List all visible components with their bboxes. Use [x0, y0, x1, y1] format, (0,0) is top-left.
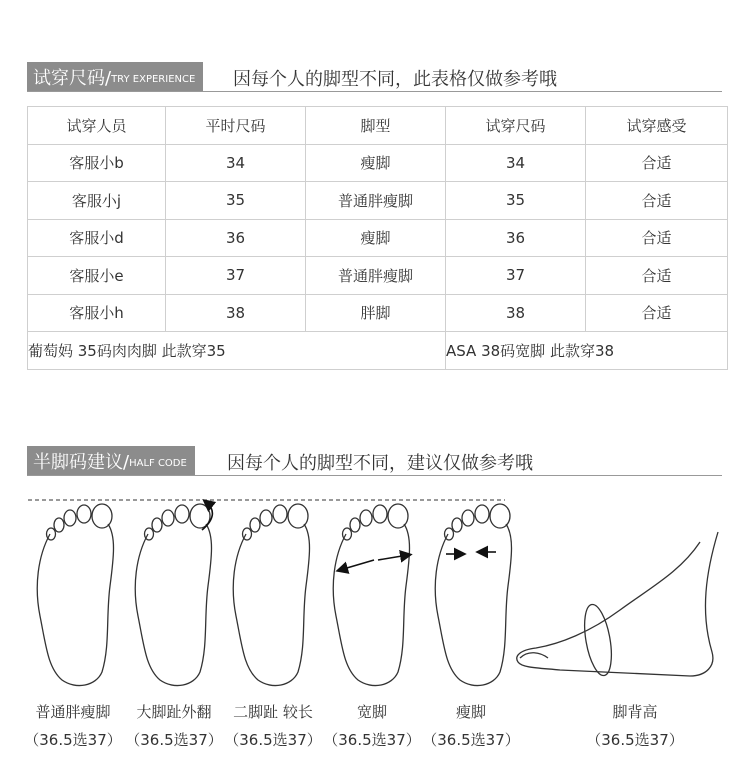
bunion-arrow-icon [202, 502, 212, 530]
foot-label-high-instep [584, 698, 686, 754]
foot-type-advice: （36.5选37） [24, 731, 122, 749]
cell-tester: 客服小h [28, 294, 166, 332]
table-row [28, 182, 728, 220]
table-row [28, 144, 728, 182]
foot-label-wide [321, 698, 423, 754]
foot-type-advice: （36.5选37） [422, 731, 520, 749]
foot-label-hallux-valgus [123, 698, 225, 754]
footer-note-left: 葡萄妈 35码肉肉脚 此款穿35 [28, 332, 446, 370]
cell-usual-size: 37 [166, 257, 306, 295]
cell-try-size: 36 [446, 219, 586, 257]
cell-usual-size: 35 [166, 182, 306, 220]
foot-type-name: 大脚趾外翻 [136, 703, 212, 721]
foot-type-name: 宽脚 [356, 703, 387, 721]
cell-foot-type: 胖脚 [306, 294, 446, 332]
half-code-header [27, 446, 722, 476]
cell-feeling: 合适 [586, 257, 728, 295]
cell-foot-type: 普通胖瘦脚 [306, 257, 446, 295]
foot-type-advice: （36.5选37） [224, 731, 322, 749]
try-experience-tag [27, 62, 203, 92]
try-experience-header [27, 62, 722, 92]
header-rule [27, 91, 722, 92]
table-header-row [28, 107, 728, 145]
try-experience-subtitle: TRY EXPERIENCE [111, 73, 196, 85]
cell-foot-type: 瘦脚 [306, 144, 446, 182]
header-tester: 试穿人员 [28, 107, 166, 145]
foot-label-narrow [420, 698, 522, 754]
foot-type-name: 脚背高 [612, 703, 658, 721]
cell-feeling: 合适 [586, 294, 728, 332]
cell-tester: 客服小d [28, 219, 166, 257]
cell-try-size: 35 [446, 182, 586, 220]
foot-wide-icon [333, 504, 409, 686]
cell-usual-size: 36 [166, 219, 306, 257]
foot-type-name: 瘦脚 [455, 703, 486, 721]
table-row [28, 294, 728, 332]
try-on-table [27, 106, 728, 370]
foot-narrow-icon [435, 504, 511, 686]
try-experience-title: 试穿尺码/ [33, 68, 112, 89]
foot-normal-icon [37, 504, 113, 686]
foot-type-name: 普通胖瘦脚 [35, 703, 111, 721]
wide-arrow-left-icon [340, 560, 374, 570]
header-rule [27, 475, 722, 476]
try-experience-note: 因每个人的脚型不同，此表格仅做参考哦 [233, 69, 557, 90]
table-footer-row [28, 332, 728, 370]
cell-tester: 客服小b [28, 144, 166, 182]
header-try-size: 试穿尺码 [446, 107, 586, 145]
half-code-tag [27, 446, 195, 476]
header-usual-size: 平时尺码 [166, 107, 306, 145]
cell-tester: 客服小e [28, 257, 166, 295]
cell-try-size: 37 [446, 257, 586, 295]
half-code-subtitle: HALF CODE [129, 457, 187, 469]
cell-usual-size: 38 [166, 294, 306, 332]
foot-hallux-valgus-icon [135, 504, 211, 686]
wide-arrow-right-icon [378, 555, 408, 560]
half-code-title: 半脚码建议/ [33, 452, 130, 473]
table-row [28, 257, 728, 295]
foot-label-long-second-toe [222, 698, 324, 754]
cell-foot-type: 瘦脚 [306, 219, 446, 257]
foot-type-name: 二脚趾 较长 [233, 703, 313, 721]
cell-try-size: 38 [446, 294, 586, 332]
cell-foot-type: 普通胖瘦脚 [306, 182, 446, 220]
cell-try-size: 34 [446, 144, 586, 182]
cell-feeling: 合适 [586, 219, 728, 257]
half-code-note: 因每个人的脚型不同，建议仅做参考哦 [227, 453, 533, 474]
foot-high-instep-icon [517, 532, 718, 678]
header-foot-type: 脚型 [306, 107, 446, 145]
foot-label-normal [22, 698, 124, 754]
foot-long-second-toe-icon [233, 504, 309, 686]
foot-type-advice: （36.5选37） [323, 731, 421, 749]
cell-feeling: 合适 [586, 144, 728, 182]
table-row [28, 219, 728, 257]
header-feeling: 试穿感受 [586, 107, 728, 145]
foot-type-advice: （36.5选37） [586, 731, 684, 749]
footer-note-right: ASA 38码宽脚 此款穿38 [446, 332, 728, 370]
cell-feeling: 合适 [586, 182, 728, 220]
foot-type-advice: （36.5选37） [125, 731, 223, 749]
foot-illustrations [0, 492, 750, 692]
cell-tester: 客服小j [28, 182, 166, 220]
cell-usual-size: 34 [166, 144, 306, 182]
